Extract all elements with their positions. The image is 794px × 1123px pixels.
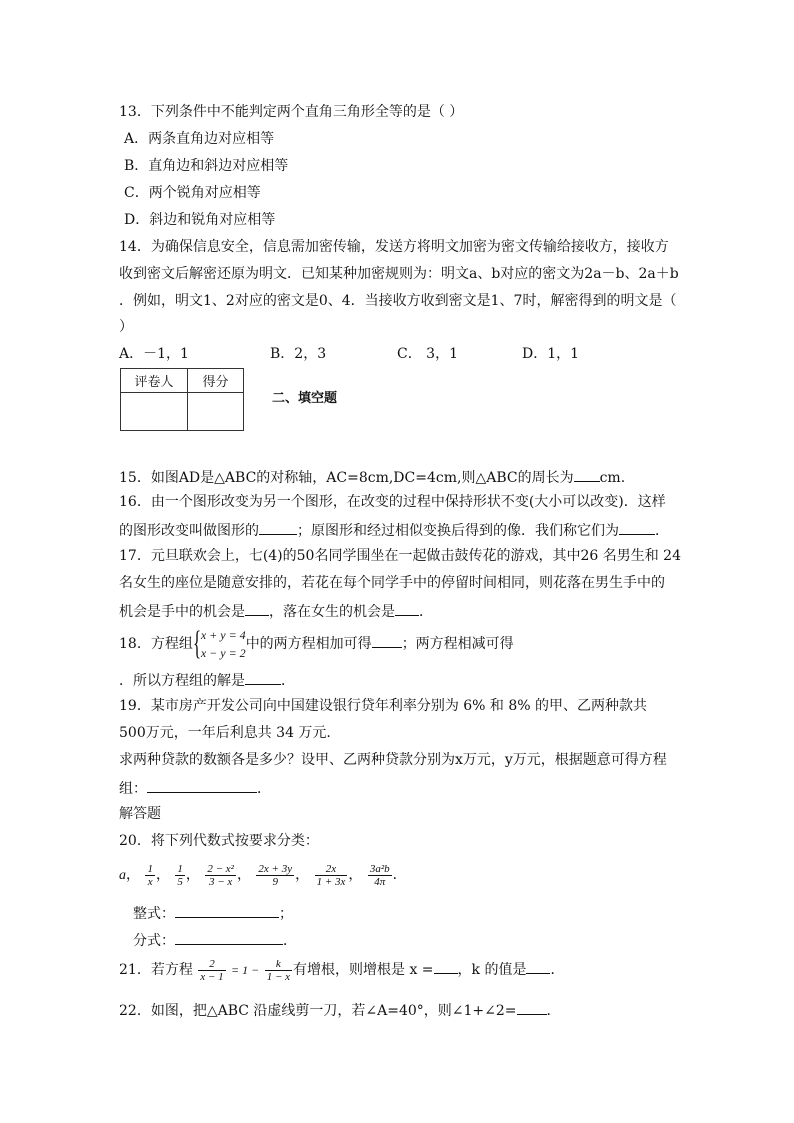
q18-text-b: ． <box>281 673 295 689</box>
q14-option-c: C． 3，1 <box>397 346 458 362</box>
separator: ， <box>348 867 363 883</box>
q13-option-b: B．直角边和斜边对应相等 <box>124 158 289 174</box>
q18-blank-1[interactable] <box>372 633 402 648</box>
q18-line1 <box>119 626 514 662</box>
q19-line3: 求两种贷款的数额各是多少？设甲、乙两种贷款分别为x万元，y万元，根据题意可得方程 <box>119 752 667 768</box>
q20-frac-2 <box>175 863 185 888</box>
q16-blank-1[interactable] <box>259 520 297 535</box>
q17-line2: 名女生的座位是随意安排的，若花在每个同学手中的停留时间相同，则花落在男生手中的 <box>119 575 665 591</box>
q13-stem: 13．下列条件中不能判定两个直角三角形全等的是（ ） <box>119 104 464 120</box>
separator: ， <box>185 867 200 883</box>
numerator: 1 <box>177 862 183 875</box>
q20-fraction-blank[interactable] <box>175 930 283 945</box>
q16-blank-2[interactable] <box>619 520 655 535</box>
separator: ， <box>236 867 251 883</box>
q22-end: ． <box>546 1003 561 1019</box>
score-table-grader-cell[interactable] <box>121 393 188 431</box>
numerator: 2x + 3y <box>258 862 293 875</box>
q19-line4 <box>119 778 271 798</box>
q20-frac-4 <box>256 863 294 888</box>
denominator: 5 <box>177 875 183 888</box>
denominator: 9 <box>272 875 279 888</box>
q21-prefix: 21．若方程 <box>119 962 193 978</box>
q16-line2 <box>119 520 669 540</box>
q13-option-a: A．两条直角边对应相等 <box>124 131 275 147</box>
q21-rhs-frac <box>265 958 292 983</box>
q14-line1: 14．为确保信息安全，信息需加密传输，发送方将明文加密为密文传输给接收方，接收方 <box>119 239 669 255</box>
q18-line2 <box>119 670 295 690</box>
q13-option-d: D．斜边和锐角对应相等 <box>124 212 276 228</box>
q21-lhs-frac <box>198 958 225 983</box>
q15-text: 15．如图AD是△ABC的对称轴，AC=8cm,DC=4cm,则△ABC的周长为 <box>119 470 574 486</box>
q21-mid: 有增根，则增根是 x = <box>293 962 434 978</box>
q21 <box>119 952 564 988</box>
separator: ， <box>155 867 170 883</box>
q20-fraction-line <box>133 930 297 950</box>
q20-integer-line <box>133 903 293 923</box>
q20-frac-1 <box>145 863 155 888</box>
score-table-grader-header: 评卷人 <box>121 369 188 393</box>
q18-equation-system <box>193 626 246 662</box>
q15-blank[interactable] <box>574 467 600 482</box>
numerator: 2x <box>315 863 348 876</box>
numerator: 2 <box>198 958 225 971</box>
q20-expressions <box>119 856 407 894</box>
q14-line3: ．例如，明文1、2对应的密文是0、4．当接收方收到密文是1、7时，解密得到的明文是（ <box>119 293 677 309</box>
q19-line1: 19．某市房产开发公司向中国建设银行贷年利率分别为 6% 和 8% 的甲、乙两种款共 <box>119 698 648 714</box>
q15 <box>119 467 625 487</box>
q21-end: ． <box>550 962 565 978</box>
q20-expr-a: a <box>119 868 126 883</box>
denominator: 1 − x <box>266 970 291 983</box>
q17-text-b: ，落在女生的机会是 <box>269 604 395 620</box>
period: ． <box>392 867 407 883</box>
q20-integer-end: ； <box>279 906 293 922</box>
denominator: x − 1 <box>200 970 224 983</box>
q21-blank-1[interactable] <box>434 959 458 974</box>
q21-eq: = 1 − <box>231 963 260 977</box>
q20-integer-blank[interactable] <box>175 903 279 918</box>
q17-line3 <box>119 601 433 621</box>
section-title-solve: 解答题 <box>119 806 161 822</box>
score-table-score-cell[interactable] <box>188 393 244 431</box>
q22-text: 22．如图，把△ABC 沿虚线剪一刀，若∠A=40°，则∠1+∠2= <box>119 1003 517 1019</box>
q15-tail: cm. <box>599 470 626 486</box>
q22 <box>119 1000 561 1020</box>
q19-text-a: 组： <box>119 781 147 797</box>
q17-blank-2[interactable] <box>395 601 419 616</box>
denominator: 1 + 3x <box>316 875 346 888</box>
denominator: 4π <box>374 875 386 888</box>
q16-line1: 16．由一个图形改变为另一个图形，在改变的过程中保持形状不变(大小可以改变)．这样 <box>119 494 666 510</box>
q19-line2: 500万元，一年后利息共 34 万元. <box>119 725 331 741</box>
q14-line4: ） <box>119 319 133 335</box>
q18-blank-2[interactable] <box>245 670 281 685</box>
q17-blank-1[interactable] <box>245 601 269 616</box>
numerator: k <box>265 958 292 971</box>
q16-text-b: ；原图形和经过相似变换后得到的像．我们称它们为 <box>297 523 619 539</box>
q18-mid: 中的两方程相加可得 <box>245 636 372 652</box>
q13-option-c: C．两个锐角对应相等 <box>124 185 261 201</box>
denominator: x <box>147 875 153 888</box>
denominator: 3 − x <box>209 875 233 888</box>
separator: ， <box>295 867 310 883</box>
q20-fraction-end: ． <box>283 933 297 949</box>
q22-blank[interactable] <box>517 1000 547 1015</box>
section-title-fill-in: 二、填空题 <box>272 391 338 406</box>
q20-frac-6 <box>368 863 392 888</box>
q17-line1: 17．元旦联欢会上，七(4)的50名同学围坐在一起做击鼓传花的游戏，其中26 名男生和 24 <box>119 548 681 564</box>
q20-frac-3 <box>205 863 236 888</box>
q19-blank[interactable] <box>147 778 257 793</box>
q20-frac-5 <box>315 863 348 888</box>
q17-text-a: 机会是手中的机会是 <box>119 604 245 620</box>
q18-eq1: x + y = 4 <box>200 628 246 642</box>
q14-option-b: B．2，3 <box>270 346 327 362</box>
q20-fraction-label: 分式： <box>133 933 175 949</box>
q18-text-a: ．所以方程组的解是 <box>119 673 245 689</box>
q18-mid2: ；两方程相减可得 <box>401 636 514 652</box>
q14-option-d: D．1，1 <box>522 346 580 362</box>
q20-stem: 20．将下列代数式按要求分类： <box>119 833 319 849</box>
q17-text-c: ． <box>419 604 433 620</box>
q16-text-a: 的图形改变叫做图形的 <box>119 523 259 539</box>
q19-text-b: ． <box>257 781 271 797</box>
q16-text-c: ． <box>655 523 669 539</box>
score-table-score-header: 得分 <box>188 369 244 393</box>
q14-line2: 收到密文后解密还原为明文．已知某种加密规则为：明文a、b对应的密文为2a－b、2a＋b <box>119 266 679 282</box>
numerator: 1 <box>147 862 153 875</box>
numerator: 3a²b <box>369 862 390 875</box>
brace-icon: { <box>192 625 201 662</box>
q21-mid2: ，k 的值是 <box>457 962 527 978</box>
numerator: 2 − x² <box>207 862 234 875</box>
q18-prefix: 18．方程组 <box>119 636 193 652</box>
separator: ， <box>126 867 140 883</box>
q21-blank-2[interactable] <box>526 959 550 974</box>
q18-eq2: x − y = 2 <box>200 646 246 660</box>
q20-integer-label: 整式： <box>133 906 175 922</box>
q14-option-a: A．－1，1 <box>119 346 189 362</box>
score-table <box>120 368 244 431</box>
